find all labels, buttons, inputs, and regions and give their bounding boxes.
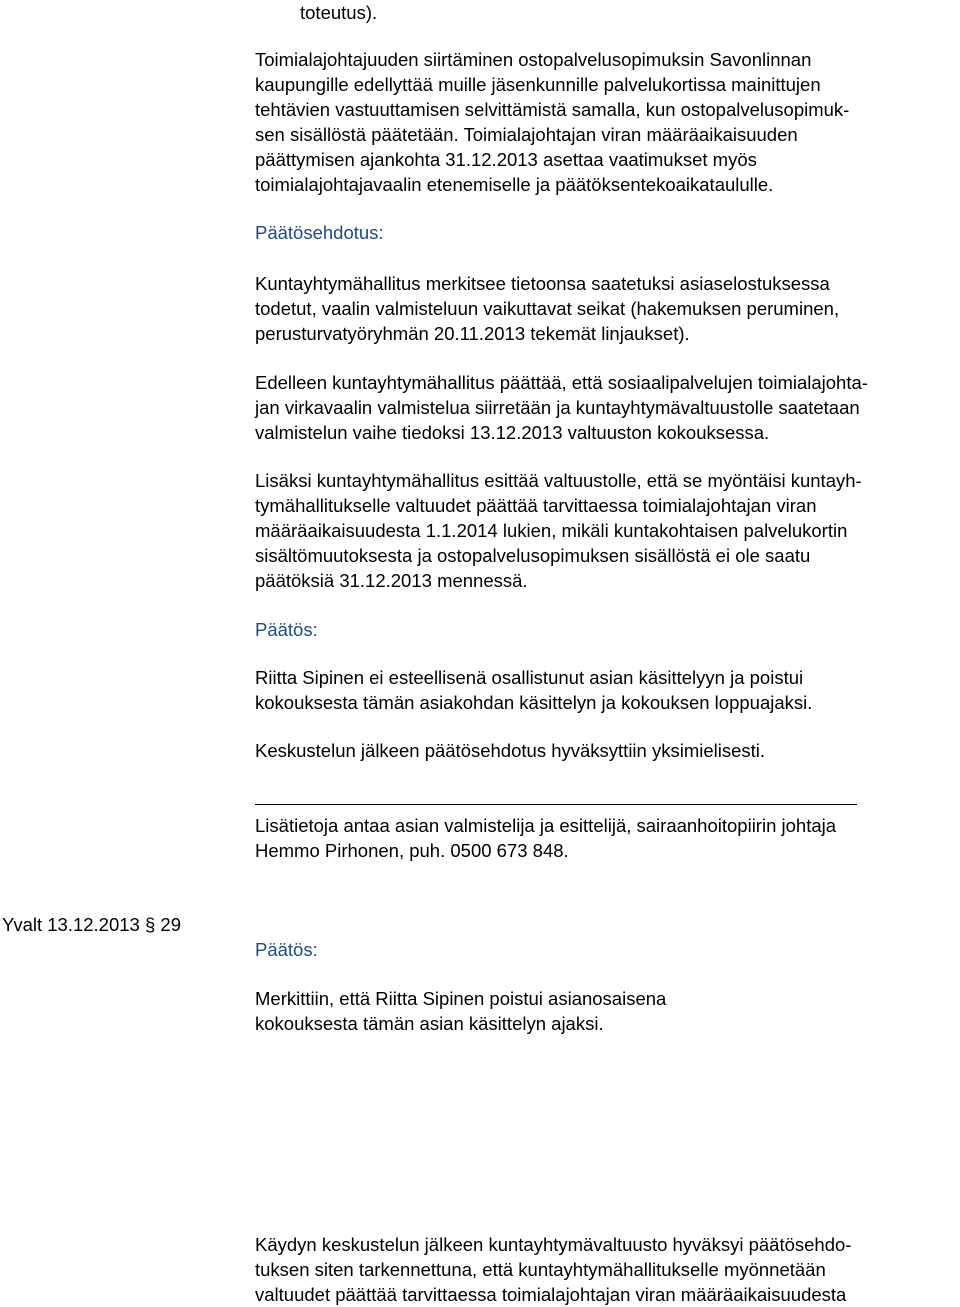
decision-paragraph: Keskustelun jälkeen päätösehdotus hyväksyttiin yksimielisesti. <box>255 740 766 761</box>
council-decision-heading: Päätös: <box>255 939 318 960</box>
council-reference: Yvalt 13.12.2013 § 29 <box>2 914 181 935</box>
final-paragraph: Käydyn keskustelun jälkeen kuntayhtymävaltuusto hyväksyi päätösehdo- tuksen siten tarkennettuna, että kuntayhtymähallitukselle myönnetään valtuudet päättää tarvittaessa toimialajohtajan viran määräaikaisuudesta <box>255 1234 852 1305</box>
more-info-paragraph: Lisätietoja antaa asian valmistelija ja esittelijä, sairaanhoitopiirin johtaja Hemmo Pirhonen, puh. 0500 673 848. <box>255 815 837 861</box>
separator-line <box>255 804 857 805</box>
proposal-paragraph: Edelleen kuntayhtymähallitus päättää, että sosiaalipalvelujen toimialajohta- jan virkavaalin valmistelua siirretään ja kuntayhtymävaltuustolle saatetaan valmistelun vaihe tiedoksi 13.12.2013 valtuuston kokouksessa. <box>255 372 868 443</box>
proposal-heading: Päätösehdotus: <box>255 222 384 243</box>
council-decision-paragraph: Merkittiin, että Riitta Sipinen poistui asianosaisena kokouksesta tämän asian käsittelyn ajaksi. <box>255 988 667 1034</box>
proposal-paragraph: Kuntayhtymähallitus merkitsee tietoonsa saatetuksi asiaselostuksessa todetut, vaalin valmisteluun vaikuttavat seikat (hakemuksen peruminen, perusturvatyöryhmän 20.11.2013 tekemät linjaukset). <box>255 273 840 344</box>
decision-heading: Päätös: <box>255 619 318 640</box>
proposal-paragraph: Lisäksi kuntayhtymähallitus esittää valtuustolle, että se myöntäisi kuntayh- tymähallitukselle valtuudet päättää tarvittaessa toimialajohtajan viran määräaikaisuudesta 1.1.2014 lukien, mikäli kuntakohtaisen palvelukortin sisältömuutoksesta ja ostopalvelusopimuksen sisällöstä ei ole saatu päätöksiä 31.12.2013 mennessä. <box>255 470 862 591</box>
top-fragment: toteutus). <box>300 2 378 23</box>
intro-paragraph: Toimialajohtajuuden siirtäminen ostopalvelusopimuksin Savonlinnan kaupungille edellyttää muille jäsenkunnille palvelukortissa mainittujen tehtävien vastuuttamisen selvittämistä samalla, kun ostopalvelusopimuk- sen sisällöstä päätetään. Toimialajohtajan viran määräaikaisuuden päättymisen ajankohta 31.12.2013 asettaa vaatimukset myös toimialajohtajavaalin etenemiselle ja päätöksentekoaikataululle. <box>255 49 850 195</box>
decision-paragraph: Riitta Sipinen ei esteellisenä osallistunut asian käsittelyyn ja poistui kokouksesta tämän asiakohdan käsittelyn ja kokouksen loppuajaksi. <box>255 667 813 713</box>
